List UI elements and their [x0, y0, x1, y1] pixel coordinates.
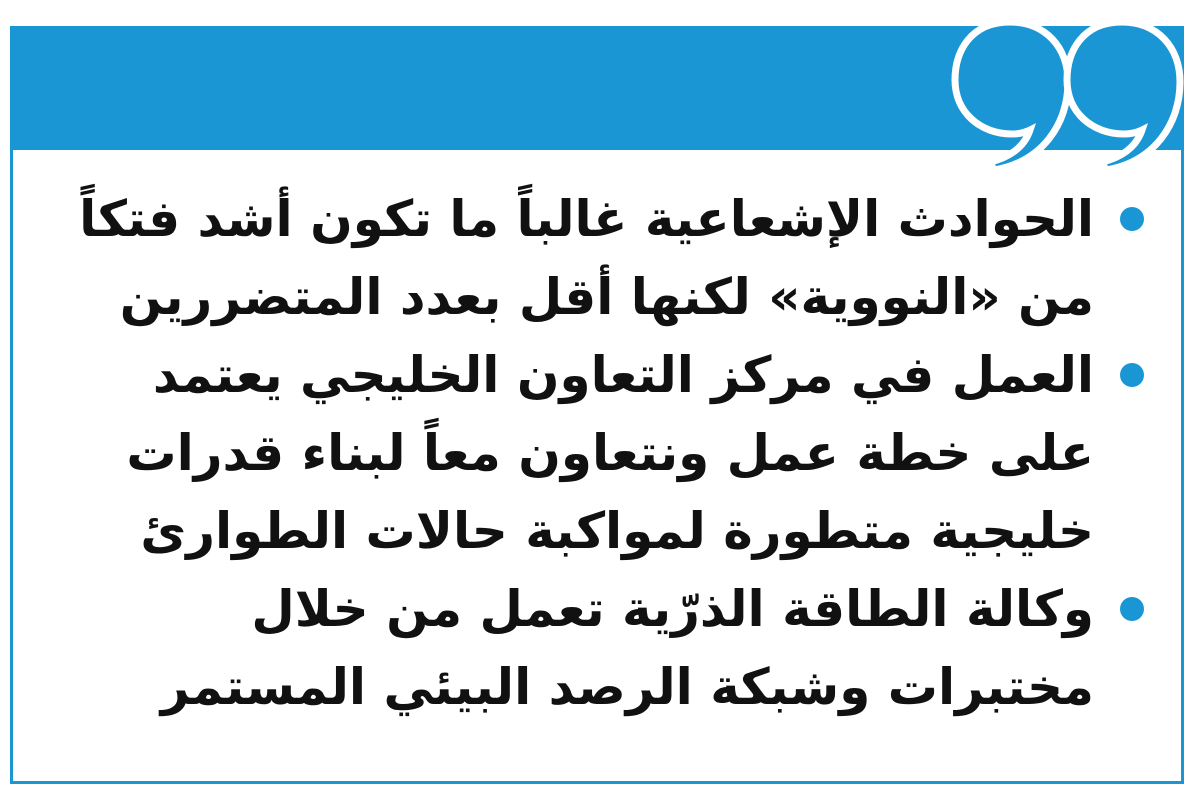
bullet-item-1: [60, 180, 1152, 336]
bullet-text: العمل في مركز التعاون الخليجي يعتمد على خطة عمل ونتعاون معاً لبناء قدرات خليجية متطورة لمواكبة حالات الطوارئ: [126, 346, 1094, 560]
bullet-item-3: [60, 570, 1152, 726]
bullet-dot-icon: [1120, 207, 1144, 231]
closing-quote-icon: [950, 2, 1190, 172]
bullet-list: [60, 180, 1152, 726]
bullet-text: الحوادث الإشعاعية غالباً ما تكون أشد فتكاً من «النووية» لكنها أقل بعدد المتضررين: [79, 190, 1094, 326]
bullet-dot-icon: [1120, 597, 1144, 621]
bullet-item-2: [60, 336, 1152, 570]
bullet-dot-icon: [1120, 363, 1144, 387]
bullet-text: وكالة الطاقة الذرّية تعمل من خلال مختبرات وشبكة الرصد البيئي المستمر: [160, 580, 1094, 716]
